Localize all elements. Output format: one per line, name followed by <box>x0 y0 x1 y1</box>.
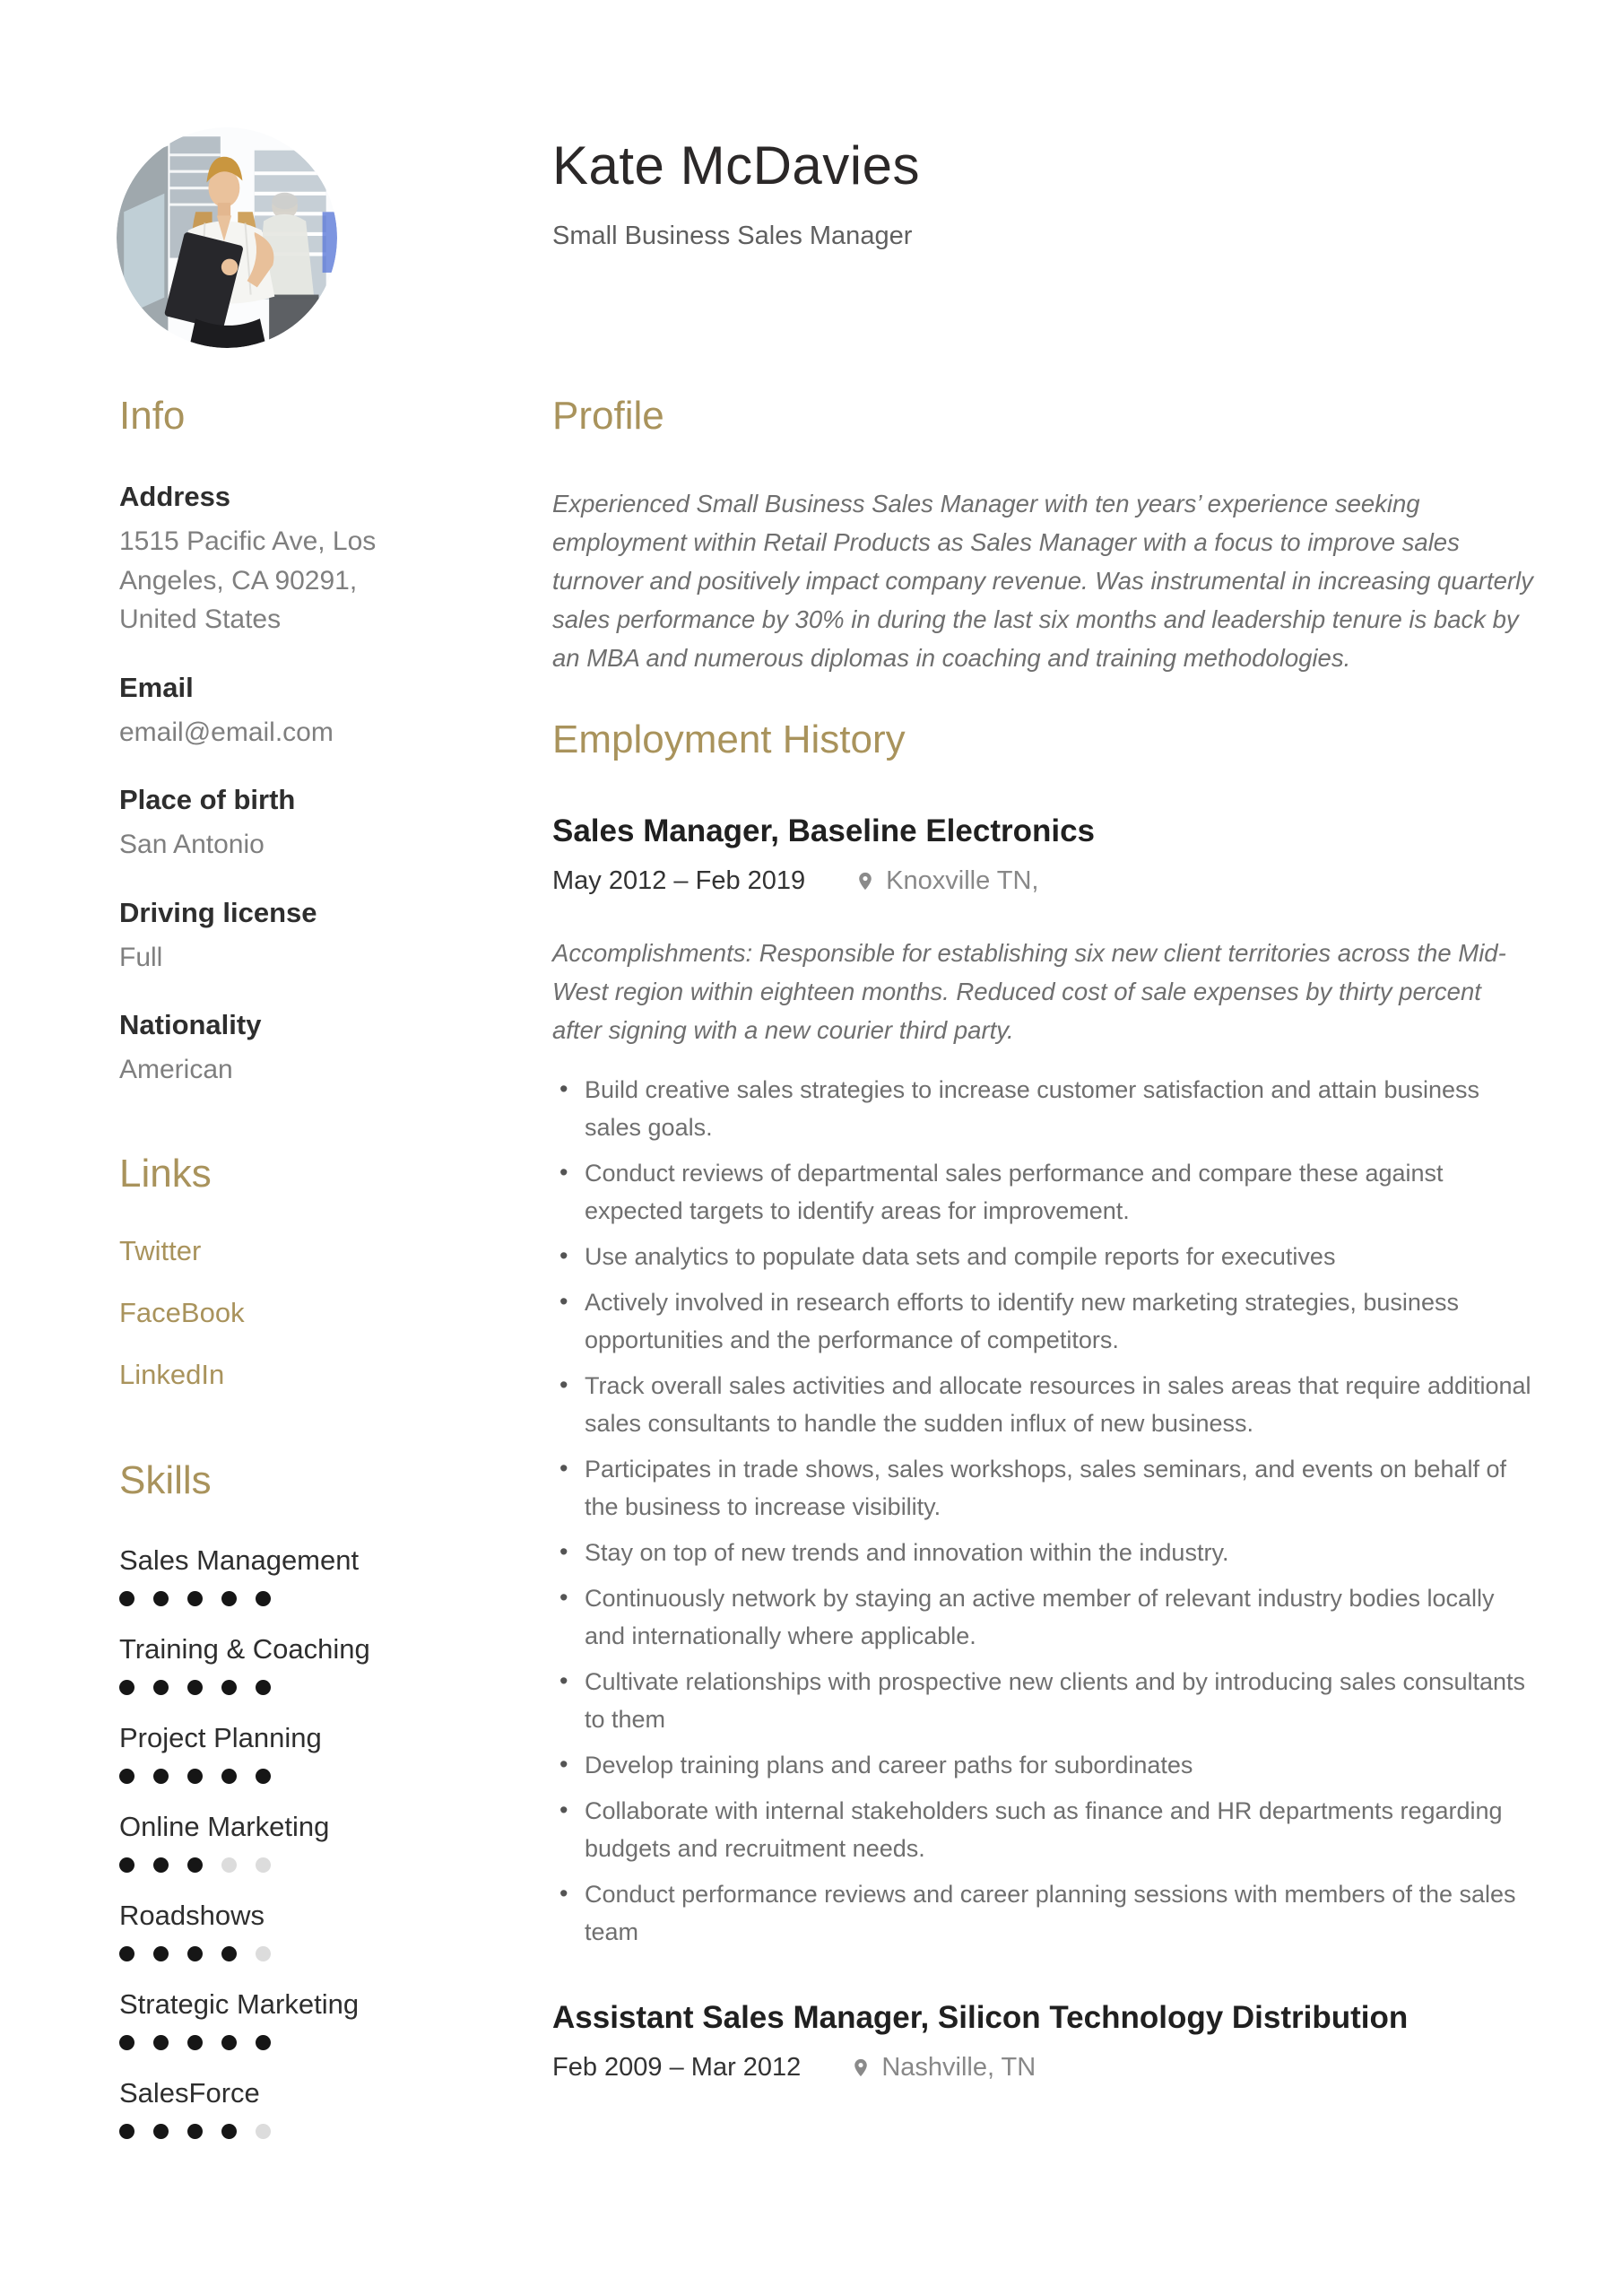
skills-heading: Skills <box>119 1458 212 1503</box>
social-link[interactable]: Twitter <box>119 1235 202 1267</box>
skill-dot-empty <box>256 1857 271 1873</box>
skill-dot-filled <box>153 1680 169 1695</box>
skill-dot-filled <box>256 1680 271 1695</box>
skill-dot-filled <box>187 1591 203 1606</box>
skill-rating <box>119 2035 442 2050</box>
skill-name: Roadshows <box>119 1899 265 1931</box>
job-bullet-item <box>552 1154 1534 1230</box>
skill-dot-filled <box>119 1769 134 1784</box>
info-section <box>119 395 442 1090</box>
skill-dot-filled <box>187 1769 203 1784</box>
person-job-title: Small Business Sales Manager <box>552 222 913 250</box>
bullet-dot: • <box>559 1666 568 1694</box>
info-field <box>119 897 442 978</box>
bullet-dot: • <box>559 1796 568 1823</box>
info-field-value: Full <box>119 942 163 972</box>
info-fields <box>119 481 442 1090</box>
job-bullet-item <box>552 1450 1534 1526</box>
bullet-dot: • <box>559 1241 568 1269</box>
skill-dot-filled <box>221 1591 237 1606</box>
job-bullet-text: Participates in trade shows, sales workshops, sales seminars, and events on behalf of the business to increase visibility. <box>585 1455 1507 1520</box>
bullet-dot: • <box>559 1750 568 1778</box>
skill-dot-filled <box>221 1946 237 1961</box>
bullet-dot: • <box>559 1074 568 1102</box>
job-location <box>851 2053 1036 2083</box>
profile-heading: Profile <box>552 394 664 438</box>
skill-rating <box>119 2124 442 2139</box>
job-bullet-item <box>552 1238 1534 1275</box>
job-bullet-text: Collaborate with internal stakeholders such as finance and HR departments regarding budgets and recruitment needs. <box>585 1796 1503 1862</box>
skill-dot-filled <box>221 1769 237 1784</box>
skill-dot-empty <box>256 1946 271 1961</box>
job-bullet-item <box>552 1663 1534 1738</box>
job-location <box>855 866 1038 896</box>
skill-rating <box>119 1591 442 1606</box>
skill-name: Online Marketing <box>119 1810 330 1842</box>
job-bullet-text: Develop training plans and career paths for subordinates <box>585 1751 1193 1779</box>
job-bullet-text: Conduct performance reviews and career planning sessions with members of the sales team <box>585 1880 1516 1945</box>
skill-dot-filled <box>153 2124 169 2139</box>
job-bullet-item <box>552 1792 1534 1867</box>
location-pin-icon <box>855 869 875 893</box>
social-link[interactable]: FaceBook <box>119 1297 245 1329</box>
header <box>552 135 920 251</box>
skill-dot-filled <box>187 1946 203 1961</box>
skill-rating <box>119 1680 442 1695</box>
person-name: Kate McDavies <box>552 135 920 196</box>
skill-dot-filled <box>153 1591 169 1606</box>
skills-list <box>119 1544 442 2139</box>
skill-name: Project Planning <box>119 1721 322 1753</box>
profile-photo-image <box>117 127 337 348</box>
job-location-text: Nashville, TN <box>881 2052 1037 2082</box>
job-bullet-item <box>552 1283 1534 1359</box>
job-dates: Feb 2009 – Mar 2012 <box>552 2052 802 2082</box>
skill-name: Strategic Marketing <box>119 1987 360 2020</box>
skill-rating <box>119 1769 442 1784</box>
location-pin-icon <box>851 2056 871 2080</box>
skill-dot-filled <box>153 1857 169 1873</box>
skill-dot-filled <box>187 2035 203 2050</box>
bullet-dot: • <box>559 1537 568 1565</box>
info-field-value: San Antonio <box>119 830 265 860</box>
skill-dot-filled <box>221 2124 237 2139</box>
job-bullet-text: Continuously network by staying an active member of relevant industry bodies locally and internationally where applicable. <box>585 1584 1495 1649</box>
info-field-label: Nationality <box>119 1009 262 1041</box>
skill-item <box>119 1988 442 2050</box>
links-list <box>119 1235 442 1391</box>
info-field <box>119 1009 442 1090</box>
info-field-label: Place of birth <box>119 784 296 816</box>
job-bullet-text: Actively involved in research efforts to identify new marketing strategies, business opportunities and the performance of competitors. <box>585 1288 1459 1353</box>
job-bullet-text: Conduct reviews of departmental sales performance and compare these against expected targets to identify areas for improvement. <box>585 1159 1444 1224</box>
skill-dot-filled <box>221 2035 237 2050</box>
job-bullet-text: Track overall sales activities and allocate resources in sales areas that require additional sales consultants to handle the sudden influx of new business. <box>585 1371 1531 1437</box>
profile-photo <box>117 127 337 348</box>
bullet-dot: • <box>559 1370 568 1398</box>
skill-item <box>119 2077 442 2139</box>
job-title: Sales Manager, Baseline Electronics <box>552 813 1096 848</box>
skill-item <box>119 1544 442 1606</box>
job-title: Assistant Sales Manager, Silicon Technology Distribution <box>552 1999 1409 2035</box>
job-bullet-text: Stay on top of new trends and innovation within the industry. <box>585 1538 1229 1566</box>
skill-item <box>119 1722 442 1784</box>
skill-item <box>119 1633 442 1695</box>
info-heading: Info <box>119 394 186 438</box>
job-entry <box>552 813 1534 1951</box>
employment-heading: Employment History <box>552 718 906 762</box>
bullet-dot: • <box>559 1158 568 1186</box>
skill-dot-filled <box>256 1591 271 1606</box>
skill-dot-filled <box>221 1680 237 1695</box>
profile-text: Experienced Small Business Sales Manager with ten years’ experience seeking employment within Retail Products as Sales Manager with a focus to improve sales turnover and positively impact company revenue. Was instrumental in increasing quarterly sales performance by 30% in during the last six months and leadership tenure is back by an MBA and numerous diplomas in coaching and training methodologies. <box>552 490 1533 673</box>
skill-dot-filled <box>119 1591 134 1606</box>
skill-dot-filled <box>119 1946 134 1961</box>
job-bullet-text: Use analytics to populate data sets and compile reports for executives <box>585 1242 1336 1270</box>
info-field-value: 1515 Pacific Ave, Los Angeles, CA 90291, United States <box>119 526 377 635</box>
info-field <box>119 672 442 752</box>
employment-section <box>552 718 1534 2082</box>
info-field <box>119 481 442 639</box>
skill-dot-filled <box>119 2035 134 2050</box>
skill-dot-filled <box>153 2035 169 2050</box>
skill-dot-filled <box>119 1680 134 1695</box>
main-column <box>552 395 1534 2083</box>
job-bullet-item <box>552 1579 1534 1655</box>
skill-item <box>119 1900 442 1961</box>
job-bullet-text: Cultivate relationships with prospective new clients and by introducing sales consultants to them <box>585 1667 1526 1733</box>
bullet-dot: • <box>559 1454 568 1482</box>
skills-section <box>119 1459 442 2138</box>
links-heading: Links <box>119 1151 212 1196</box>
job-summary: Accomplishments: Responsible for establishing six new client territories across the Mid-West region within eighteen months. Reduced cost of sale expenses by thirty percent after signing with a new courier third party. <box>552 938 1506 1044</box>
job-entry <box>552 1999 1534 2083</box>
job-bullet-item <box>552 1071 1534 1146</box>
skill-name: Sales Management <box>119 1544 360 1576</box>
skill-dot-filled <box>153 1946 169 1961</box>
bullet-dot: • <box>559 1879 568 1907</box>
social-link[interactable]: LinkedIn <box>119 1359 225 1391</box>
info-field <box>119 784 442 865</box>
skill-dot-filled <box>119 1857 134 1873</box>
job-bullet-item <box>552 1875 1534 1951</box>
job-bullet-item <box>552 1746 1534 1784</box>
skill-dot-empty <box>256 2124 271 2139</box>
sidebar <box>119 395 442 2139</box>
info-field-label: Driving license <box>119 896 317 928</box>
job-dates: May 2012 – Feb 2019 <box>552 865 806 895</box>
info-field-value: American <box>119 1055 233 1085</box>
job-meta <box>552 2053 1534 2083</box>
bullet-dot: • <box>559 1287 568 1315</box>
skill-dot-empty <box>221 1857 237 1873</box>
skill-item <box>119 1811 442 1873</box>
skill-name: Training & Coaching <box>119 1632 370 1665</box>
profile-section <box>552 395 1534 677</box>
job-meta <box>552 866 1534 896</box>
job-bullet-text: Build creative sales strategies to increase customer satisfaction and attain business sales goals. <box>585 1075 1480 1141</box>
bullet-dot: • <box>559 1583 568 1611</box>
skill-dot-filled <box>187 2124 203 2139</box>
skill-rating <box>119 1857 442 1873</box>
job-bullet-item <box>552 1367 1534 1442</box>
info-field-value: email@email.com <box>119 717 334 747</box>
skill-dot-filled <box>256 2035 271 2050</box>
skill-name: SalesForce <box>119 2076 260 2109</box>
info-field-label: Email <box>119 671 194 703</box>
job-location-text: Knoxville TN, <box>886 865 1039 895</box>
job-bullet-list <box>552 1071 1534 1951</box>
info-field-label: Address <box>119 481 231 513</box>
skill-dot-filled <box>187 1857 203 1873</box>
skill-dot-filled <box>119 2124 134 2139</box>
skill-dot-filled <box>256 1769 271 1784</box>
skill-dot-filled <box>187 1680 203 1695</box>
job-bullet-item <box>552 1534 1534 1571</box>
links-section <box>119 1152 442 1391</box>
skill-dot-filled <box>153 1769 169 1784</box>
skill-rating <box>119 1946 442 1961</box>
